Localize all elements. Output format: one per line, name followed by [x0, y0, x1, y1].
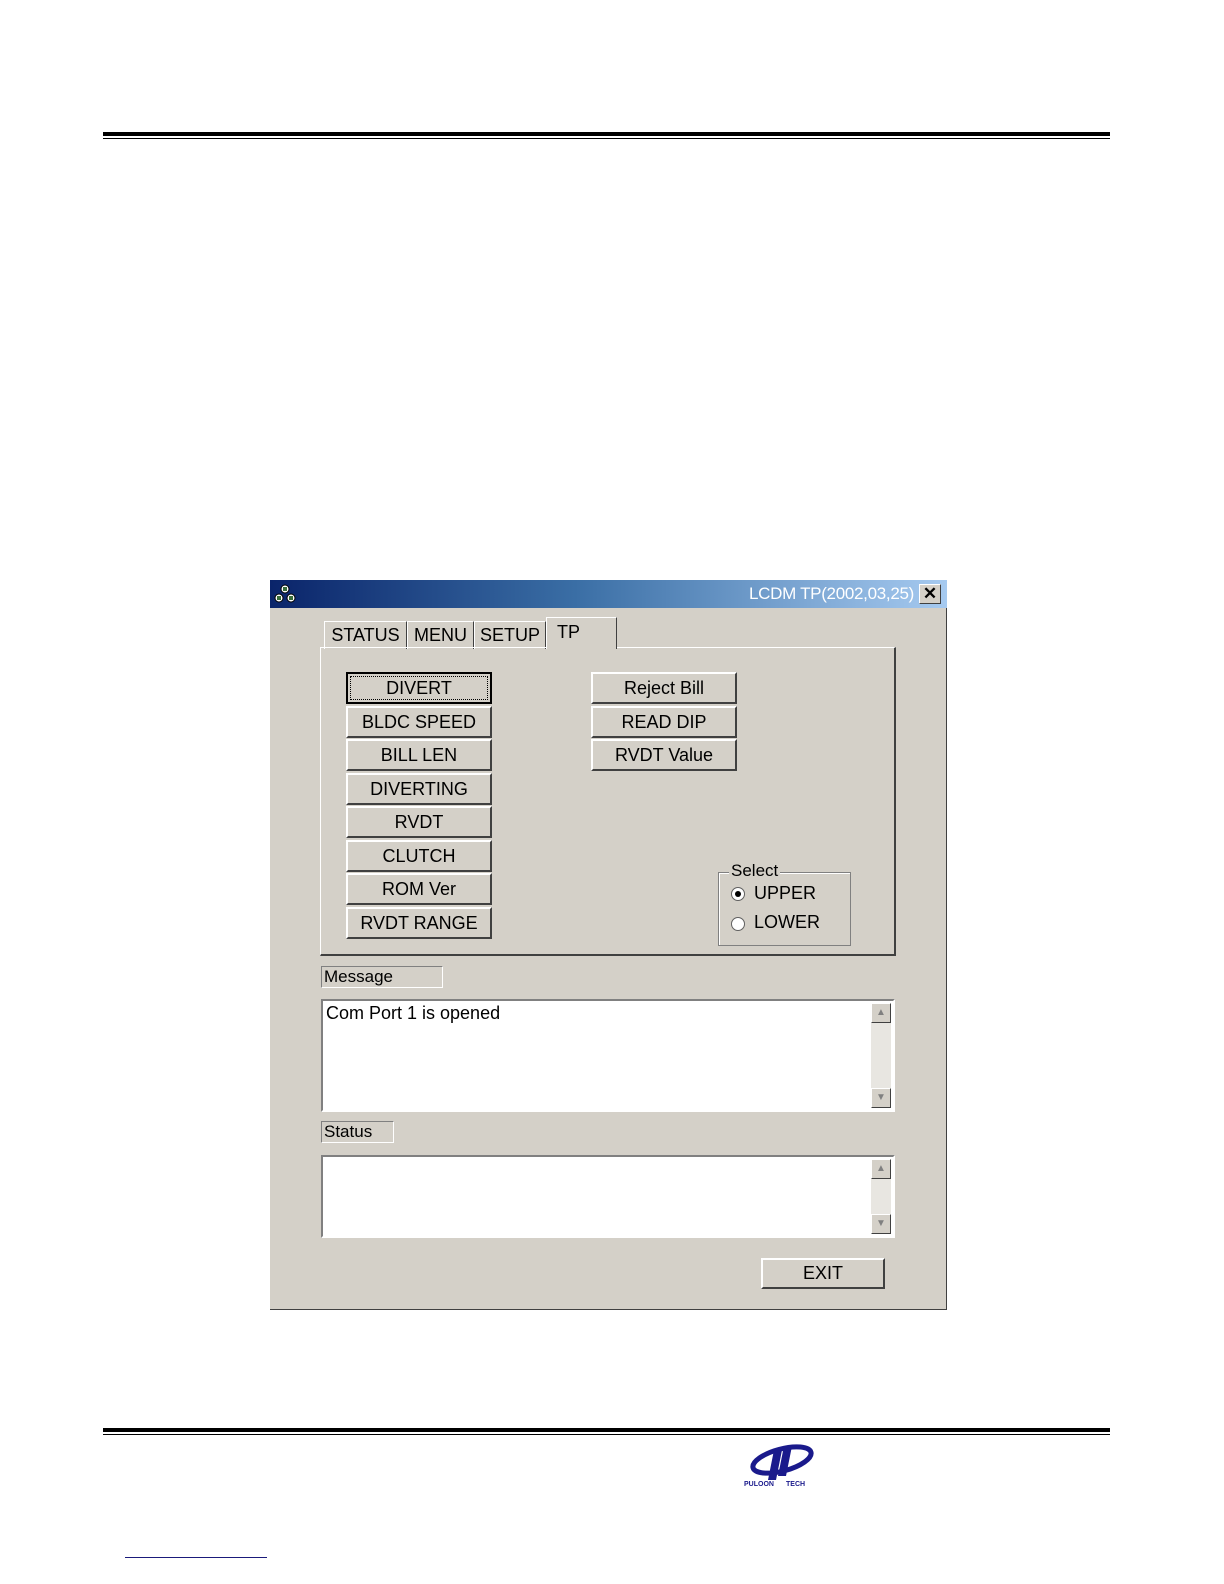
- status-label: Status: [321, 1121, 394, 1143]
- radio-selected-icon: [735, 891, 741, 897]
- bldc-speed-button[interactable]: BLDC SPEED: [346, 706, 492, 738]
- message-textbox[interactable]: [321, 999, 895, 1112]
- exit-button[interactable]: EXIT: [761, 1258, 885, 1289]
- rvdt-range-button[interactable]: RVDT RANGE: [346, 907, 492, 939]
- status-scrollbar[interactable]: [871, 1159, 891, 1234]
- header-rule: [103, 132, 1110, 139]
- lower-radio[interactable]: [731, 917, 745, 931]
- read-dip-button[interactable]: READ DIP: [591, 706, 737, 738]
- select-group-label: Select: [731, 861, 779, 880]
- puloon-tech-logo: [738, 1440, 820, 1492]
- clutch-button[interactable]: CLUTCH: [346, 840, 492, 872]
- rvdt-button[interactable]: RVDT: [346, 806, 492, 838]
- tab-tp[interactable]: TP: [546, 617, 617, 649]
- scroll-down-icon[interactable]: ▼: [871, 1088, 891, 1108]
- tab-status[interactable]: STATUS: [324, 621, 407, 649]
- diverting-button[interactable]: DIVERTING: [346, 773, 492, 805]
- scroll-up-icon[interactable]: ▲: [871, 1159, 891, 1179]
- scroll-down-icon[interactable]: ▼: [871, 1214, 891, 1234]
- tab-setup[interactable]: SETUP: [474, 621, 546, 649]
- logo-left-text: PULOON: [744, 1481, 774, 1488]
- scroll-up-icon[interactable]: ▲: [871, 1003, 891, 1023]
- tab-menu[interactable]: MENU: [407, 621, 474, 649]
- message-label: Message: [321, 966, 443, 988]
- title-bar[interactable]: [270, 580, 947, 608]
- logo-right-text: TECH: [786, 1481, 806, 1488]
- footer-rule: [103, 1428, 1110, 1435]
- divert-button[interactable]: DIVERT: [346, 672, 492, 704]
- window-title: LCDM TP(2002,03,25): [748, 584, 914, 603]
- rvdt-value-button[interactable]: RVDT Value: [591, 739, 737, 771]
- message-text: Com Port 1 is opened: [326, 1003, 501, 1023]
- reject-bill-button[interactable]: Reject Bill: [591, 672, 737, 704]
- upper-radio[interactable]: [731, 887, 745, 901]
- bill-len-button[interactable]: BILL LEN: [346, 739, 492, 771]
- status-textbox[interactable]: [321, 1155, 895, 1238]
- upper-radio-label[interactable]: UPPER: [754, 883, 817, 903]
- close-icon: ✕: [922, 584, 938, 603]
- close-button[interactable]: [919, 584, 941, 604]
- app-icon: [273, 583, 297, 605]
- rom-ver-button[interactable]: ROM Ver: [346, 873, 492, 905]
- lower-radio-label[interactable]: LOWER: [754, 912, 821, 932]
- message-scrollbar[interactable]: [871, 1003, 891, 1108]
- footer-link-underline: [125, 1557, 267, 1558]
